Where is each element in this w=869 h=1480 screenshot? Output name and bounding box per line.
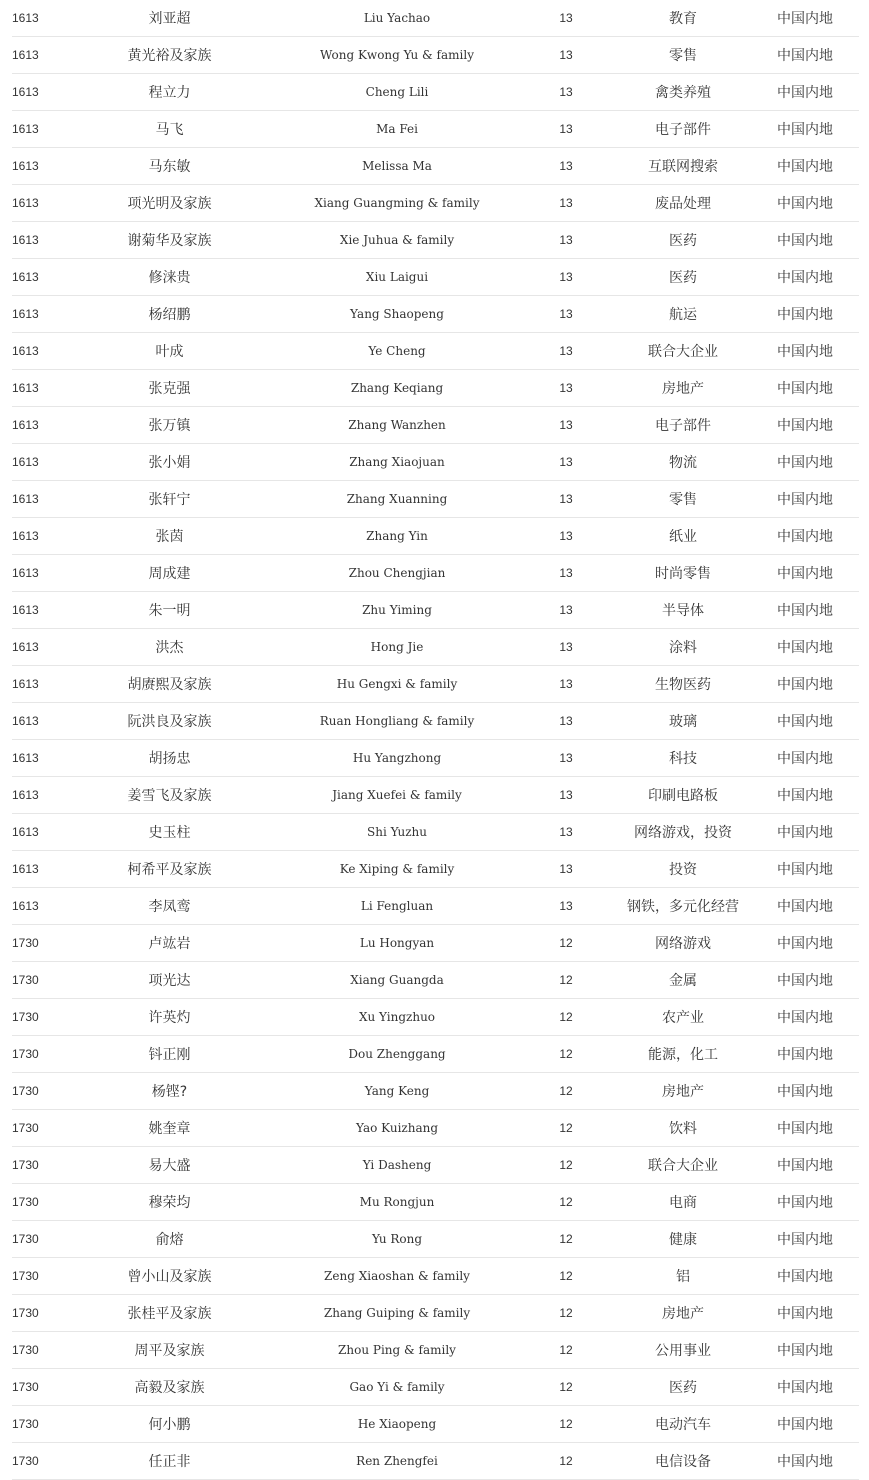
table-row: [12, 1295, 859, 1332]
english-name-cell: Zhang Keqiang: [350, 381, 444, 395]
chinese-name-cell: 姜雪飞及家族: [127, 788, 212, 804]
table-row: [12, 222, 859, 259]
region-cell: 中国内地: [777, 492, 833, 508]
chinese-name-cell: 钭正刚: [148, 1047, 191, 1063]
english-name-cell: Xie Juhua & family: [339, 233, 455, 247]
rank-cell: 1613: [12, 122, 39, 136]
rank-cell: 1613: [12, 418, 39, 432]
region-cell: 中国内地: [777, 640, 833, 656]
english-name-cell: He Xiaopeng: [357, 1417, 437, 1431]
chinese-name-cell: 张轩宁: [148, 492, 191, 508]
chinese-name-cell: 何小鹏: [148, 1417, 191, 1433]
table-row: [12, 111, 859, 148]
english-name-cell: Mu Rongjun: [359, 1195, 435, 1209]
table-row: [12, 481, 859, 518]
region-cell: 中国内地: [777, 196, 833, 212]
english-name-cell: Hu Yangzhong: [352, 751, 442, 765]
chinese-name-cell: 俞熔: [155, 1232, 184, 1248]
wealth-cell: 13: [559, 566, 573, 580]
rank-cell: 1730: [12, 1343, 39, 1357]
wealth-cell: 13: [559, 344, 573, 358]
table-row: [12, 592, 859, 629]
chinese-name-cell: 叶成: [155, 344, 184, 360]
chinese-name-cell: 张克强: [148, 381, 191, 397]
region-cell: 中国内地: [777, 751, 833, 767]
industry-cell: 医药: [669, 233, 697, 249]
rank-cell: 1613: [12, 11, 39, 25]
table-row: [12, 444, 859, 481]
region-cell: 中国内地: [777, 529, 833, 545]
chinese-name-cell: 李凤鸾: [148, 899, 191, 915]
industry-cell: 生物医药: [655, 677, 711, 693]
wealth-cell: 13: [559, 714, 573, 728]
wealth-cell: 13: [559, 307, 573, 321]
rank-cell: 1730: [12, 1417, 39, 1431]
english-name-cell: Yang Shaopeng: [350, 307, 444, 321]
wealth-cell: 13: [559, 11, 573, 25]
industry-cell: 互联网搜索: [648, 159, 718, 175]
region-cell: 中国内地: [777, 233, 833, 249]
table-row: [12, 1073, 859, 1110]
rank-cell: 1730: [12, 936, 39, 950]
region-cell: 中国内地: [777, 677, 833, 693]
rank-cell: 1613: [12, 640, 39, 654]
rank-cell: 1730: [12, 1306, 39, 1320]
wealth-cell: 13: [559, 381, 573, 395]
wealth-cell: 12: [559, 1454, 573, 1468]
industry-cell: 金属: [669, 973, 697, 989]
region-cell: 中国内地: [777, 899, 833, 915]
industry-cell: 公用事业: [655, 1343, 711, 1359]
chinese-name-cell: 周成建: [148, 566, 191, 582]
table-row: [12, 518, 859, 555]
rank-cell: 1730: [12, 1010, 39, 1024]
table-row: [12, 333, 859, 370]
table-row: [12, 1110, 859, 1147]
industry-cell: 能源，化工: [648, 1047, 718, 1063]
industry-cell: 零售: [669, 48, 697, 64]
industry-cell: 电商: [669, 1195, 697, 1211]
english-name-cell: Cheng Lili: [365, 85, 429, 99]
rank-cell: 1730: [12, 1269, 39, 1283]
english-name-cell: Yao Kuizhang: [355, 1121, 439, 1135]
industry-cell: 物流: [669, 455, 697, 471]
industry-cell: 禽类养殖: [655, 85, 711, 101]
table-row: [12, 1406, 859, 1443]
region-cell: 中国内地: [777, 85, 833, 101]
region-cell: 中国内地: [777, 1269, 833, 1285]
industry-cell: 铝: [676, 1269, 690, 1285]
industry-cell: 科技: [669, 751, 697, 767]
rank-cell: 1613: [12, 899, 39, 913]
chinese-name-cell: 张小娟: [148, 455, 191, 471]
industry-cell: 零售: [669, 492, 697, 508]
industry-cell: 半导体: [662, 603, 704, 619]
chinese-name-cell: 项光达: [148, 973, 191, 989]
wealth-cell: 12: [559, 1232, 573, 1246]
rank-cell: 1730: [12, 1380, 39, 1394]
english-name-cell: Xu Yingzhuo: [358, 1010, 436, 1024]
rank-cell: 1613: [12, 48, 39, 62]
chinese-name-cell: 谢菊华及家族: [127, 233, 212, 249]
region-cell: 中国内地: [777, 455, 833, 471]
english-name-cell: Zhang Yin: [366, 529, 428, 543]
chinese-name-cell: 杨绍鹏: [148, 307, 191, 323]
industry-cell: 航运: [669, 307, 697, 323]
industry-cell: 健康: [669, 1232, 697, 1248]
table-row: [12, 37, 859, 74]
industry-cell: 时尚零售: [655, 566, 711, 582]
english-name-cell: Ruan Hongliang & family: [319, 714, 475, 728]
english-name-cell: Shi Yuzhu: [367, 825, 427, 839]
industry-cell: 废品处理: [655, 196, 711, 212]
wealth-cell: 13: [559, 788, 573, 802]
wealth-cell: 12: [559, 1380, 573, 1394]
industry-cell: 纸业: [669, 529, 697, 545]
rank-cell: 1613: [12, 492, 39, 506]
industry-cell: 电子部件: [655, 122, 711, 138]
table-row: [12, 0, 859, 37]
industry-cell: 投资: [669, 862, 697, 878]
rank-cell: 1730: [12, 1047, 39, 1061]
industry-cell: 联合大企业: [648, 1158, 718, 1174]
wealth-cell: 13: [559, 159, 573, 173]
chinese-name-cell: 高毅及家族: [134, 1380, 205, 1396]
rank-cell: 1613: [12, 603, 39, 617]
chinese-name-cell: 项光明及家族: [127, 196, 212, 212]
english-name-cell: Melissa Ma: [362, 159, 432, 173]
wealth-cell: 13: [559, 825, 573, 839]
region-cell: 中国内地: [777, 1047, 833, 1063]
rank-cell: 1613: [12, 233, 39, 247]
chinese-name-cell: 马飞: [155, 122, 184, 138]
chinese-name-cell: 易大盛: [148, 1158, 191, 1174]
table-row: [12, 370, 859, 407]
wealth-cell: 13: [559, 751, 573, 765]
region-cell: 中国内地: [777, 1232, 833, 1248]
chinese-name-cell: 张茵: [155, 529, 184, 545]
region-cell: 中国内地: [777, 788, 833, 804]
english-name-cell: Yang Keng: [364, 1084, 430, 1098]
english-name-cell: Ren Zhengfei: [356, 1454, 438, 1468]
wealth-cell: 12: [559, 1158, 573, 1172]
wealth-cell: 13: [559, 899, 573, 913]
english-name-cell: Zhu Yiming: [362, 603, 432, 617]
table-row: [12, 1221, 859, 1258]
english-name-cell: Dou Zhenggang: [348, 1047, 446, 1061]
chinese-name-cell: 张万镇: [148, 418, 191, 434]
region-cell: 中国内地: [777, 1121, 833, 1137]
english-name-cell: Xiu Laigui: [365, 270, 429, 284]
rich-list-table: [12, 0, 859, 1480]
chinese-name-cell: 程立力: [148, 85, 191, 101]
rank-cell: 1613: [12, 788, 39, 802]
wealth-cell: 13: [559, 48, 573, 62]
chinese-name-cell: 黄光裕及家族: [127, 48, 212, 64]
wealth-cell: 12: [559, 973, 573, 987]
english-name-cell: Ke Xiping & family: [339, 862, 455, 876]
region-cell: 中国内地: [777, 307, 833, 323]
rank-cell: 1613: [12, 825, 39, 839]
table-row: [12, 1443, 859, 1480]
chinese-name-cell: 马东敏: [148, 159, 191, 175]
chinese-name-cell: 朱一明: [148, 603, 191, 619]
chinese-name-cell: 周平及家族: [134, 1343, 205, 1359]
table-row: [12, 259, 859, 296]
region-cell: 中国内地: [777, 11, 833, 27]
region-cell: 中国内地: [777, 1454, 833, 1470]
chinese-name-cell: 张桂平及家族: [127, 1306, 212, 1322]
wealth-cell: 13: [559, 677, 573, 691]
rank-cell: 1613: [12, 85, 39, 99]
rank-cell: 1613: [12, 677, 39, 691]
english-name-cell: Yu Rong: [371, 1232, 423, 1246]
rank-cell: 1730: [12, 1195, 39, 1209]
region-cell: 中国内地: [777, 1195, 833, 1211]
region-cell: 中国内地: [777, 159, 833, 175]
rank-cell: 1730: [12, 1158, 39, 1172]
industry-cell: 农产业: [662, 1010, 704, 1026]
english-name-cell: Ma Fei: [376, 122, 418, 136]
wealth-cell: 12: [559, 1084, 573, 1098]
wealth-cell: 13: [559, 85, 573, 99]
region-cell: 中国内地: [777, 1306, 833, 1322]
region-cell: 中国内地: [777, 973, 833, 989]
region-cell: 中国内地: [777, 381, 833, 397]
region-cell: 中国内地: [777, 1380, 833, 1396]
english-name-cell: Zhou Ping & family: [338, 1343, 456, 1357]
english-name-cell: Liu Yachao: [363, 11, 431, 25]
english-name-cell: Hu Gengxi & family: [336, 677, 458, 691]
table-row: [12, 407, 859, 444]
english-name-cell: Zeng Xiaoshan & family: [324, 1269, 470, 1283]
table-row: [12, 1147, 859, 1184]
rank-cell: 1613: [12, 307, 39, 321]
rank-cell: 1613: [12, 381, 39, 395]
industry-cell: 网络游戏: [655, 936, 711, 952]
english-name-cell: Zhang Xuanning: [346, 492, 448, 506]
wealth-cell: 12: [559, 1417, 573, 1431]
chinese-name-cell: 曾小山及家族: [127, 1269, 212, 1285]
table-row: [12, 777, 859, 814]
chinese-name-cell: 穆荣均: [148, 1195, 191, 1211]
industry-cell: 玻璃: [669, 714, 697, 730]
industry-cell: 印刷电路板: [648, 788, 718, 804]
english-name-cell: Gao Yi & family: [349, 1380, 445, 1394]
region-cell: 中国内地: [777, 862, 833, 878]
wealth-cell: 12: [559, 1047, 573, 1061]
region-cell: 中国内地: [777, 936, 833, 952]
industry-cell: 医药: [669, 270, 697, 286]
wealth-cell: 12: [559, 1269, 573, 1283]
wealth-cell: 13: [559, 862, 573, 876]
chinese-name-cell: 阮洪良及家族: [127, 714, 212, 730]
english-name-cell: Zhou Chengjian: [348, 566, 446, 580]
table-row: [12, 814, 859, 851]
rank-cell: 1613: [12, 751, 39, 765]
region-cell: 中国内地: [777, 270, 833, 286]
english-name-cell: Xiang Guangda: [350, 973, 444, 987]
industry-cell: 房地产: [662, 381, 704, 397]
english-name-cell: Zhang Wanzhen: [348, 418, 446, 432]
rank-cell: 1613: [12, 344, 39, 358]
english-name-cell: Hong Jie: [370, 640, 424, 654]
wealth-cell: 12: [559, 936, 573, 950]
industry-cell: 医药: [669, 1380, 697, 1396]
rank-cell: 1613: [12, 159, 39, 173]
chinese-name-cell: 许英灼: [148, 1010, 191, 1026]
region-cell: 中国内地: [777, 48, 833, 64]
english-name-cell: Lu Hongyan: [359, 936, 435, 950]
english-name-cell: Zhang Xiaojuan: [349, 455, 445, 469]
chinese-name-cell: 杨铿?: [151, 1084, 188, 1100]
table-row: [12, 1258, 859, 1295]
chinese-name-cell: 姚奎章: [148, 1121, 191, 1137]
rank-cell: 1613: [12, 196, 39, 210]
wealth-cell: 13: [559, 640, 573, 654]
industry-cell: 教育: [669, 11, 697, 27]
table-row: [12, 1369, 859, 1406]
english-name-cell: Li Fengluan: [360, 899, 434, 913]
region-cell: 中国内地: [777, 1010, 833, 1026]
industry-cell: 钢铁，多元化经营: [627, 899, 739, 915]
table-row: [12, 999, 859, 1036]
table-row: [12, 1036, 859, 1073]
rank-cell: 1613: [12, 455, 39, 469]
wealth-cell: 12: [559, 1010, 573, 1024]
wealth-cell: 13: [559, 122, 573, 136]
chinese-name-cell: 刘亚超: [148, 11, 191, 27]
wealth-cell: 13: [559, 233, 573, 247]
industry-cell: 房地产: [662, 1084, 704, 1100]
region-cell: 中国内地: [777, 1343, 833, 1359]
chinese-name-cell: 史玉柱: [148, 825, 191, 841]
wealth-cell: 12: [559, 1343, 573, 1357]
region-cell: 中国内地: [777, 1158, 833, 1174]
table-row: [12, 1184, 859, 1221]
wealth-cell: 13: [559, 196, 573, 210]
rank-cell: 1730: [12, 973, 39, 987]
wealth-cell: 13: [559, 455, 573, 469]
chinese-name-cell: 修涞贵: [148, 270, 191, 286]
region-cell: 中国内地: [777, 122, 833, 138]
table-row: [12, 740, 859, 777]
industry-cell: 电动汽车: [655, 1417, 711, 1433]
region-cell: 中国内地: [777, 603, 833, 619]
industry-cell: 电信设备: [655, 1454, 711, 1470]
rank-cell: 1613: [12, 529, 39, 543]
table-row: [12, 185, 859, 222]
rank-cell: 1730: [12, 1121, 39, 1135]
chinese-name-cell: 卢竑岩: [148, 936, 191, 952]
chinese-name-cell: 柯希平及家族: [127, 862, 212, 878]
region-cell: 中国内地: [777, 418, 833, 434]
english-name-cell: Zhang Guiping & family: [323, 1306, 471, 1320]
table-row: [12, 851, 859, 888]
rank-cell: 1730: [12, 1084, 39, 1098]
wealth-cell: 13: [559, 270, 573, 284]
rank-cell: 1730: [12, 1454, 39, 1468]
table-row: [12, 703, 859, 740]
rank-cell: 1613: [12, 714, 39, 728]
table-row: [12, 925, 859, 962]
region-cell: 中国内地: [777, 1084, 833, 1100]
english-name-cell: Jiang Xuefei & family: [332, 788, 462, 802]
region-cell: 中国内地: [777, 566, 833, 582]
english-name-cell: Ye Cheng: [368, 344, 426, 358]
table-row: [12, 629, 859, 666]
region-cell: 中国内地: [777, 344, 833, 360]
region-cell: 中国内地: [777, 825, 833, 841]
chinese-name-cell: 任正非: [148, 1454, 191, 1470]
wealth-cell: 12: [559, 1121, 573, 1135]
industry-cell: 房地产: [662, 1306, 704, 1322]
wealth-cell: 13: [559, 492, 573, 506]
table-row: [12, 666, 859, 703]
table-row: [12, 1332, 859, 1369]
table-row: [12, 555, 859, 592]
wealth-cell: 12: [559, 1306, 573, 1320]
chinese-name-cell: 胡赓熙及家族: [127, 677, 212, 693]
rank-cell: 1613: [12, 862, 39, 876]
table-row: [12, 148, 859, 185]
chinese-name-cell: 洪杰: [155, 640, 184, 656]
table-row: [12, 74, 859, 111]
chinese-name-cell: 胡扬忠: [148, 751, 191, 767]
english-name-cell: Yi Dasheng: [362, 1158, 432, 1172]
table-row: [12, 888, 859, 925]
region-cell: 中国内地: [777, 1417, 833, 1433]
rank-cell: 1730: [12, 1232, 39, 1246]
industry-cell: 饮料: [669, 1121, 697, 1137]
region-cell: 中国内地: [777, 714, 833, 730]
english-name-cell: Wong Kwong Yu & family: [319, 48, 474, 62]
wealth-cell: 13: [559, 603, 573, 617]
table-row: [12, 962, 859, 999]
rank-cell: 1613: [12, 270, 39, 284]
rank-cell: 1613: [12, 566, 39, 580]
wealth-cell: 12: [559, 1195, 573, 1209]
industry-cell: 联合大企业: [648, 344, 718, 360]
industry-cell: 电子部件: [655, 418, 711, 434]
wealth-cell: 13: [559, 529, 573, 543]
industry-cell: 涂料: [669, 640, 697, 656]
table-row: [12, 296, 859, 333]
wealth-cell: 13: [559, 418, 573, 432]
english-name-cell: Xiang Guangming & family: [314, 196, 480, 210]
industry-cell: 网络游戏，投资: [634, 825, 732, 841]
